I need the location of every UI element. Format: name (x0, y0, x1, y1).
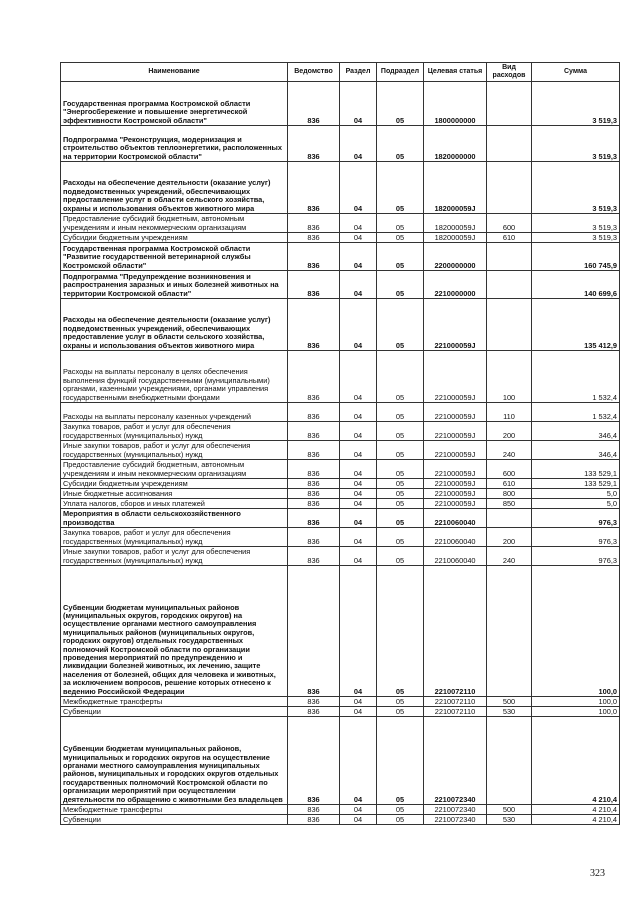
row-name: Иные бюджетные ассигнования (61, 489, 288, 499)
table-row (61, 707, 620, 717)
row-target-article: 182000059J (424, 214, 487, 233)
row-amount: 100,0 (532, 566, 620, 697)
row-subsection: 05 (377, 815, 424, 825)
row-expense-type: 610 (487, 233, 532, 243)
table-row (61, 351, 620, 403)
row-name: Субсидии бюджетным учреждениям (61, 233, 288, 243)
row-name: Подпрограмма "Предупреждение возникновения и распространения заразных и иных болезней животных на территории Костромской области" (61, 271, 288, 299)
row-section: 04 (340, 460, 377, 479)
row-section: 04 (340, 82, 377, 126)
row-target-article: 2210060040 (424, 547, 487, 566)
row-target-article: 221000059J (424, 441, 487, 460)
row-target-article: 221000059J (424, 299, 487, 351)
row-amount: 5,0 (532, 499, 620, 509)
header-section: Раздел (340, 63, 377, 82)
row-amount: 346,4 (532, 441, 620, 460)
row-target-article: 2210060040 (424, 509, 487, 528)
row-section: 04 (340, 528, 377, 547)
row-department: 836 (288, 126, 340, 162)
row-amount: 976,3 (532, 528, 620, 547)
row-section: 04 (340, 403, 377, 422)
row-expense-type (487, 299, 532, 351)
row-department: 836 (288, 717, 340, 805)
row-department: 836 (288, 233, 340, 243)
row-department: 836 (288, 566, 340, 697)
row-expense-type (487, 162, 532, 214)
header-target-article: Целевая статья (424, 63, 487, 82)
row-target-article: 221000059J (424, 460, 487, 479)
row-target-article: 2210072110 (424, 707, 487, 717)
page-number: 323 (590, 868, 605, 879)
row-department: 836 (288, 422, 340, 441)
row-department: 836 (288, 162, 340, 214)
row-section: 04 (340, 214, 377, 233)
row-subsection: 05 (377, 441, 424, 460)
row-expense-type: 500 (487, 805, 532, 815)
row-expense-type: 240 (487, 441, 532, 460)
row-department: 836 (288, 299, 340, 351)
row-amount: 346,4 (532, 422, 620, 441)
row-section: 04 (340, 717, 377, 805)
row-section: 04 (340, 509, 377, 528)
table-row (61, 299, 620, 351)
row-section: 04 (340, 441, 377, 460)
row-section: 04 (340, 566, 377, 697)
row-name: Предоставление субсидий бюджетным, автономным учреждениям и иным некоммерческим организациям (61, 214, 288, 233)
row-target-article: 1820000000 (424, 126, 487, 162)
row-target-article: 2210072110 (424, 566, 487, 697)
row-subsection: 05 (377, 489, 424, 499)
row-amount: 140 699,6 (532, 271, 620, 299)
row-amount: 3 519,3 (532, 126, 620, 162)
table-row (61, 805, 620, 815)
row-section: 04 (340, 499, 377, 509)
table-row (61, 460, 620, 479)
row-expense-type: 530 (487, 707, 532, 717)
row-section: 04 (340, 233, 377, 243)
row-amount: 4 210,4 (532, 717, 620, 805)
row-expense-type (487, 126, 532, 162)
row-expense-type: 850 (487, 499, 532, 509)
row-amount: 3 519,3 (532, 214, 620, 233)
row-subsection: 05 (377, 351, 424, 403)
row-name: Субсидии бюджетным учреждениям (61, 479, 288, 489)
row-target-article: 221000059J (424, 479, 487, 489)
row-amount: 976,3 (532, 547, 620, 566)
row-section: 04 (340, 805, 377, 815)
table-row (61, 82, 620, 126)
row-name: Мероприятия в области сельскохозяйственного производства (61, 509, 288, 528)
row-section: 04 (340, 162, 377, 214)
budget-table (60, 62, 620, 825)
row-amount: 100,0 (532, 707, 620, 717)
row-amount: 5,0 (532, 489, 620, 499)
row-name: Расходы на выплаты персоналу в целях обеспечения выполнения функций государственными (муниципальными) органами, казенными учреждениями, органами управления государственными внебюджетными фондами (61, 351, 288, 403)
row-department: 836 (288, 460, 340, 479)
row-amount: 3 519,3 (532, 82, 620, 126)
row-department: 836 (288, 707, 340, 717)
row-subsection: 05 (377, 422, 424, 441)
table-row (61, 422, 620, 441)
row-target-article: 221000059J (424, 403, 487, 422)
row-department: 836 (288, 489, 340, 499)
row-amount: 100,0 (532, 697, 620, 707)
table-row (61, 479, 620, 489)
row-section: 04 (340, 479, 377, 489)
row-subsection: 05 (377, 162, 424, 214)
row-expense-type: 800 (487, 489, 532, 499)
row-amount: 3 519,3 (532, 233, 620, 243)
row-name: Закупка товаров, работ и услуг для обеспечения государственных (муниципальных) нужд (61, 528, 288, 547)
row-section: 04 (340, 707, 377, 717)
row-target-article: 221000059J (424, 489, 487, 499)
row-department: 836 (288, 403, 340, 422)
header-expense-type: Вид расходов (487, 63, 532, 82)
row-expense-type (487, 509, 532, 528)
table-row (61, 566, 620, 697)
header-subsection: Подраздел (377, 63, 424, 82)
row-subsection: 05 (377, 82, 424, 126)
row-amount: 3 519,3 (532, 162, 620, 214)
row-department: 836 (288, 815, 340, 825)
table-row (61, 697, 620, 707)
row-expense-type: 600 (487, 460, 532, 479)
row-expense-type: 240 (487, 547, 532, 566)
row-target-article: 2210072110 (424, 697, 487, 707)
row-amount: 133 529,1 (532, 479, 620, 489)
row-section: 04 (340, 351, 377, 403)
row-expense-type: 200 (487, 528, 532, 547)
row-amount: 1 532,4 (532, 403, 620, 422)
row-amount: 133 529,1 (532, 460, 620, 479)
table-row (61, 162, 620, 214)
row-department: 836 (288, 479, 340, 489)
row-department: 836 (288, 351, 340, 403)
row-section: 04 (340, 299, 377, 351)
row-name: Субвенции бюджетам муниципальных районов, муниципальных и городских округов на осуществление органами местного самоуправления муниципальных районов, муниципальных и городских округов отдельных государственных полномочий Костромской области по организации мероприятий при осуществлении деятельности по обращению с животными без владельцев (61, 717, 288, 805)
row-amount: 976,3 (532, 509, 620, 528)
row-target-article: 2210060040 (424, 528, 487, 547)
table-row (61, 717, 620, 805)
row-amount: 135 412,9 (532, 299, 620, 351)
row-target-article: 221000059J (424, 422, 487, 441)
header-department: Ведомство (288, 63, 340, 82)
row-subsection: 05 (377, 271, 424, 299)
row-name: Расходы на обеспечение деятельности (оказание услуг) подведомственных учреждений, обеспечивающих предоставление услуг в области сельского хозяйства, охраны и использования объектов животного мира (61, 162, 288, 214)
row-subsection: 05 (377, 697, 424, 707)
table-row (61, 214, 620, 233)
row-department: 836 (288, 499, 340, 509)
row-department: 836 (288, 214, 340, 233)
row-section: 04 (340, 489, 377, 499)
row-expense-type: 600 (487, 214, 532, 233)
row-name: Субвенции бюджетам муниципальных районов (муниципальных округов, городских округов) на осуществление органами местного самоуправления муниципальных районов (муниципальных округов, городских округов) отдельных государственных полномочий Костромской области по организации проведения мероприятий по предупреждению и ликвидации болезней животных, их лечению, защите населения от болезней, общих для человека и животных, за исключением вопросов, решение которых отнесено к ведению Российской Федерации (61, 566, 288, 697)
table-row (61, 233, 620, 243)
row-subsection: 05 (377, 707, 424, 717)
table-row (61, 547, 620, 566)
table-row (61, 489, 620, 499)
row-name: Государственная программа Костромской области "Энергосбережение и повышение энергетической эффективности Костромской области" (61, 82, 288, 126)
row-subsection: 05 (377, 805, 424, 815)
row-department: 836 (288, 697, 340, 707)
row-section: 04 (340, 126, 377, 162)
row-amount: 4 210,4 (532, 815, 620, 825)
row-name: Межбюджетные трансферты (61, 805, 288, 815)
table-row (61, 441, 620, 460)
row-target-article: 2210072340 (424, 805, 487, 815)
header-amount: Сумма (532, 63, 620, 82)
table-row (61, 243, 620, 271)
row-department: 836 (288, 528, 340, 547)
row-name: Расходы на выплаты персоналу казенных учреждений (61, 403, 288, 422)
row-target-article: 182000059J (424, 162, 487, 214)
row-name: Предоставление субсидий бюджетным, автономным учреждениям и иным некоммерческим организациям (61, 460, 288, 479)
row-subsection: 05 (377, 499, 424, 509)
row-expense-type (487, 243, 532, 271)
row-department: 836 (288, 547, 340, 566)
table-row (61, 403, 620, 422)
row-target-article: 2200000000 (424, 243, 487, 271)
row-name: Иные закупки товаров, работ и услуг для обеспечения государственных (муниципальных) нужд (61, 547, 288, 566)
row-amount: 1 532,4 (532, 351, 620, 403)
row-name: Межбюджетные трансферты (61, 697, 288, 707)
row-target-article: 182000059J (424, 233, 487, 243)
row-department: 836 (288, 805, 340, 815)
row-expense-type: 500 (487, 697, 532, 707)
row-subsection: 05 (377, 717, 424, 805)
header-row (61, 63, 620, 82)
row-target-article: 221000059J (424, 351, 487, 403)
row-target-article: 1800000000 (424, 82, 487, 126)
row-name: Расходы на обеспечение деятельности (оказание услуг) подведомственных учреждений, обеспечивающих предоставление услуг в области сельского хозяйства, охраны и использования объектов животного мира (61, 299, 288, 351)
table-row (61, 271, 620, 299)
row-amount: 160 745,9 (532, 243, 620, 271)
row-section: 04 (340, 547, 377, 566)
table-row (61, 528, 620, 547)
row-section: 04 (340, 243, 377, 271)
row-expense-type: 110 (487, 403, 532, 422)
row-expense-type (487, 271, 532, 299)
row-name: Субвенции (61, 815, 288, 825)
row-expense-type: 100 (487, 351, 532, 403)
header-name: Наименование (61, 63, 288, 82)
row-subsection: 05 (377, 460, 424, 479)
row-target-article: 2210072340 (424, 717, 487, 805)
row-subsection: 05 (377, 233, 424, 243)
row-target-article: 221000059J (424, 499, 487, 509)
row-target-article: 2210072340 (424, 815, 487, 825)
table-row (61, 815, 620, 825)
budget-table-sheet (60, 62, 619, 825)
row-name: Субвенции (61, 707, 288, 717)
row-department: 836 (288, 243, 340, 271)
row-subsection: 05 (377, 566, 424, 697)
row-amount: 4 210,4 (532, 805, 620, 815)
row-department: 836 (288, 82, 340, 126)
row-subsection: 05 (377, 528, 424, 547)
row-expense-type (487, 717, 532, 805)
row-department: 836 (288, 509, 340, 528)
row-target-article: 2210000000 (424, 271, 487, 299)
row-expense-type: 610 (487, 479, 532, 489)
row-expense-type: 530 (487, 815, 532, 825)
table-row (61, 509, 620, 528)
row-subsection: 05 (377, 509, 424, 528)
row-name: Государственная программа Костромской области "Развитие государственной ветеринарной службы Костромской области" (61, 243, 288, 271)
row-name: Уплата налогов, сборов и иных платежей (61, 499, 288, 509)
row-subsection: 05 (377, 403, 424, 422)
row-name: Иные закупки товаров, работ и услуг для обеспечения государственных (муниципальных) нужд (61, 441, 288, 460)
row-subsection: 05 (377, 479, 424, 489)
row-section: 04 (340, 271, 377, 299)
row-subsection: 05 (377, 299, 424, 351)
table-row (61, 126, 620, 162)
row-name: Подпрограмма "Реконструкция, модернизация и строительство объектов теплоэнергетики, расположенных на территории Костромской области" (61, 126, 288, 162)
row-section: 04 (340, 697, 377, 707)
row-subsection: 05 (377, 547, 424, 566)
table-row (61, 499, 620, 509)
row-section: 04 (340, 422, 377, 441)
row-department: 836 (288, 271, 340, 299)
row-expense-type (487, 82, 532, 126)
row-expense-type: 200 (487, 422, 532, 441)
row-subsection: 05 (377, 243, 424, 271)
row-subsection: 05 (377, 126, 424, 162)
table-body (61, 82, 620, 825)
row-subsection: 05 (377, 214, 424, 233)
row-name: Закупка товаров, работ и услуг для обеспечения государственных (муниципальных) нужд (61, 422, 288, 441)
row-department: 836 (288, 441, 340, 460)
row-expense-type (487, 566, 532, 697)
row-section: 04 (340, 815, 377, 825)
